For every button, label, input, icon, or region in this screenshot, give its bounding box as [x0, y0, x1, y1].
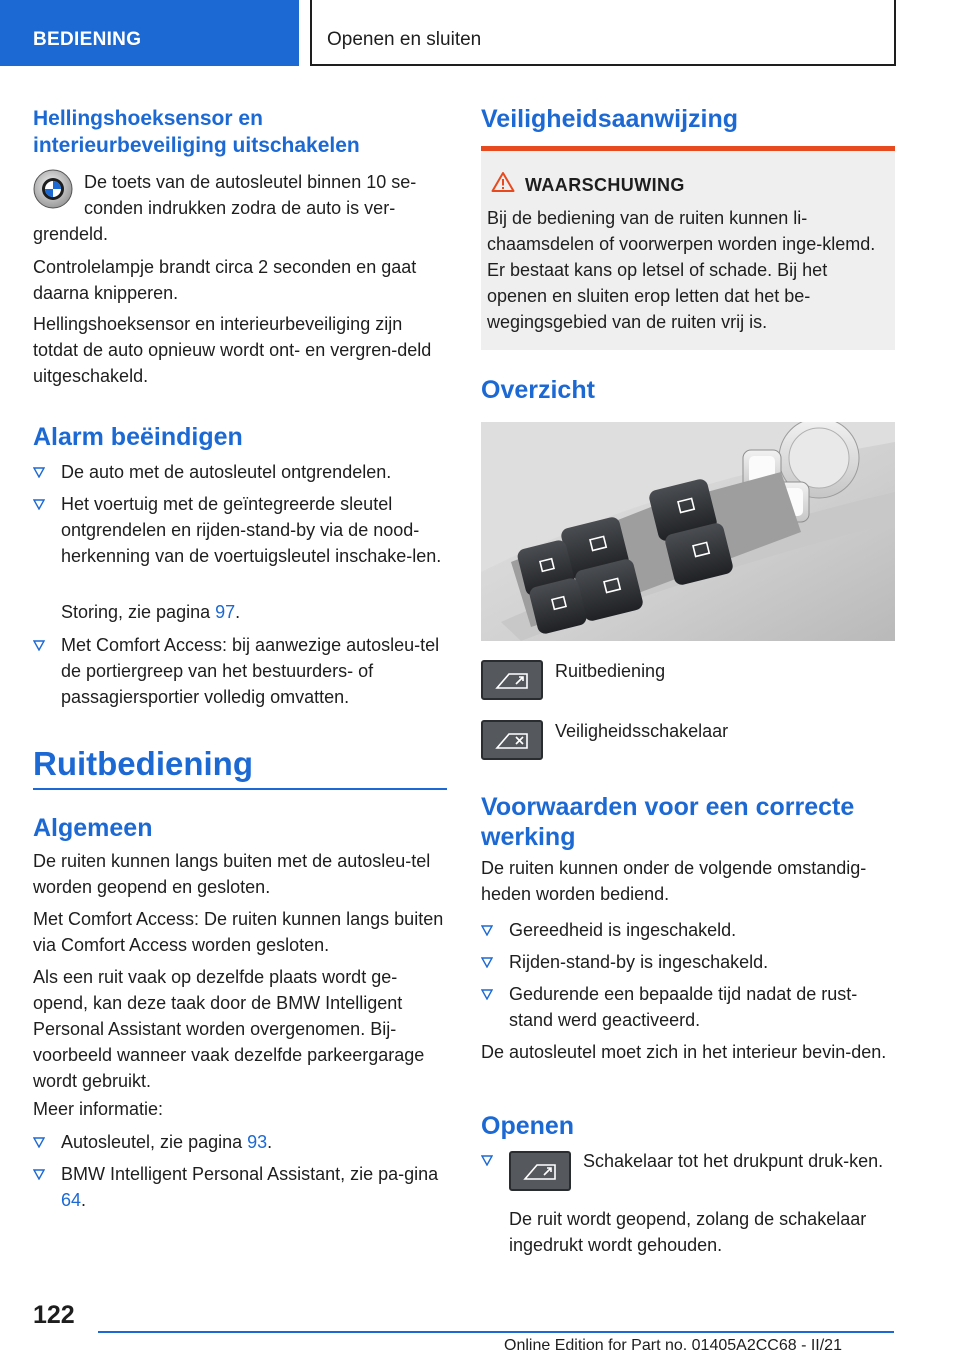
- warning-bar: [481, 146, 895, 151]
- page-ref-93[interactable]: 93: [247, 1132, 268, 1152]
- heading-ruitbediening: Ruitbediening: [33, 745, 253, 782]
- heading-openen: Openen: [481, 1112, 575, 1140]
- footer-rule: [98, 1331, 894, 1333]
- section-label: BEDIENING: [33, 29, 142, 50]
- page-ref-97[interactable]: 97: [215, 602, 236, 622]
- edition-footer: Online Edition for Part no. 01405A2CC68 - II/21: [504, 1337, 842, 1354]
- p-autosleutel: De autosleutel moet zich in het interieur bevin-den.: [481, 1042, 887, 1062]
- p-sensor-3: Hellingshoeksensor en interieurbeveiliging zijn totdat de auto opnieuw wordt ont- en vergren-deld uitgeschakeld.: [33, 314, 432, 386]
- heading-veiligheid: Veiligheidsaanwijzing: [481, 105, 739, 133]
- heading-voorwaarden: Voorwaarden voor een correcte werking: [481, 793, 855, 851]
- triangle-bullet-icon: [33, 639, 45, 651]
- triangle-bullet-icon: [481, 956, 493, 968]
- p-algemeen-2: Met Comfort Access: De ruiten kunnen langs buiten via Comfort Access worden gesloten.: [33, 909, 444, 955]
- heading-sensor: Hellingshoeksensor en interieurbeveiliging uitschakelen: [33, 107, 360, 157]
- switch-panel-illustration: [481, 422, 895, 641]
- safety-switch-icon: [481, 720, 543, 760]
- heading-rule: [33, 788, 447, 790]
- page-ref-64[interactable]: 64: [61, 1190, 82, 1210]
- section-tab: [0, 0, 299, 66]
- heading-overzicht: Overzicht: [481, 376, 595, 404]
- page-number: 122: [33, 1301, 75, 1329]
- legend-veiligheidsschakelaar: Veiligheidsschakelaar: [555, 721, 729, 741]
- heading-alarm: Alarm beëindigen: [33, 423, 243, 451]
- triangle-bullet-icon: [481, 988, 493, 1000]
- p-sensor-line1: De toets van de autosleutel binnen 10 se-: [84, 172, 417, 192]
- window-switch-photo: [481, 422, 895, 641]
- key-button-icon: [33, 169, 73, 209]
- meer-item-text: BMW Intelligent Personal Assistant, zie pa-gina: [61, 1164, 439, 1184]
- p-sensor-line2: conden indrukken zodra de auto is ver-: [84, 198, 396, 218]
- p-sensor-2: Controlelampje brandt circa 2 seconden en gaat daarna knipperen.: [33, 257, 417, 303]
- openen-item: Schakelaar tot het drukpunt druk-ken.: [583, 1151, 884, 1171]
- warning-text: Bij de bediening van de ruiten kunnen li-chaamsdelen of voorwerpen worden inge-klemd. Er bestaat kans op letsel of schade. Bij het openen en sluiten erop letten dat het be-wegingsgebied van de ruiten vrij is.: [487, 208, 876, 332]
- window-switch-icon: [481, 660, 543, 700]
- p-algemeen-1: De ruiten kunnen langs buiten met de autosleu-tel worden geopend en gesloten.: [33, 851, 431, 897]
- triangle-bullet-icon: [33, 1168, 45, 1180]
- warning-title: WAARSCHUWING: [525, 175, 685, 195]
- alarm-storing: Storing, zie pagina 97.: [61, 602, 241, 622]
- openen-item-cont: De ruit wordt geopend, zolang de schakelaar ingedrukt wordt gehouden.: [509, 1209, 867, 1255]
- p-sensor-line3: grendeld.: [33, 224, 109, 244]
- chapter-header: [310, 0, 896, 66]
- triangle-bullet-icon: [481, 924, 493, 936]
- storing-text: Storing, zie pagina: [61, 602, 216, 622]
- p-voorwaarden: De ruiten kunnen onder de volgende omstandig-heden worden bediend.: [481, 858, 867, 904]
- warning-box: [481, 146, 895, 350]
- p-algemeen-3: Als een ruit vaak op dezelfde plaats wordt ge-opend, kan deze taak door de BMW Intelligent Personal Assistant worden overgenomen. Bij-voorbeeld wanneer vaak dezelfde parkeergarage wordt gebruikt.: [33, 967, 425, 1091]
- meer-item-text: Autosleutel, zie pagina: [61, 1132, 248, 1152]
- window-switch-icon-inline: [509, 1151, 571, 1191]
- heading-algemeen: Algemeen: [33, 814, 153, 842]
- warning-triangle-icon: [491, 171, 515, 193]
- triangle-bullet-icon: [33, 466, 45, 478]
- triangle-bullet-icon: [33, 498, 45, 510]
- legend-ruitbediening: Ruitbediening: [555, 661, 666, 681]
- triangle-bullet-icon: [481, 1154, 493, 1166]
- p-meer: Meer informatie:: [33, 1099, 164, 1119]
- chapter-title: Openen en sluiten: [327, 29, 482, 50]
- triangle-bullet-icon: [33, 1136, 45, 1148]
